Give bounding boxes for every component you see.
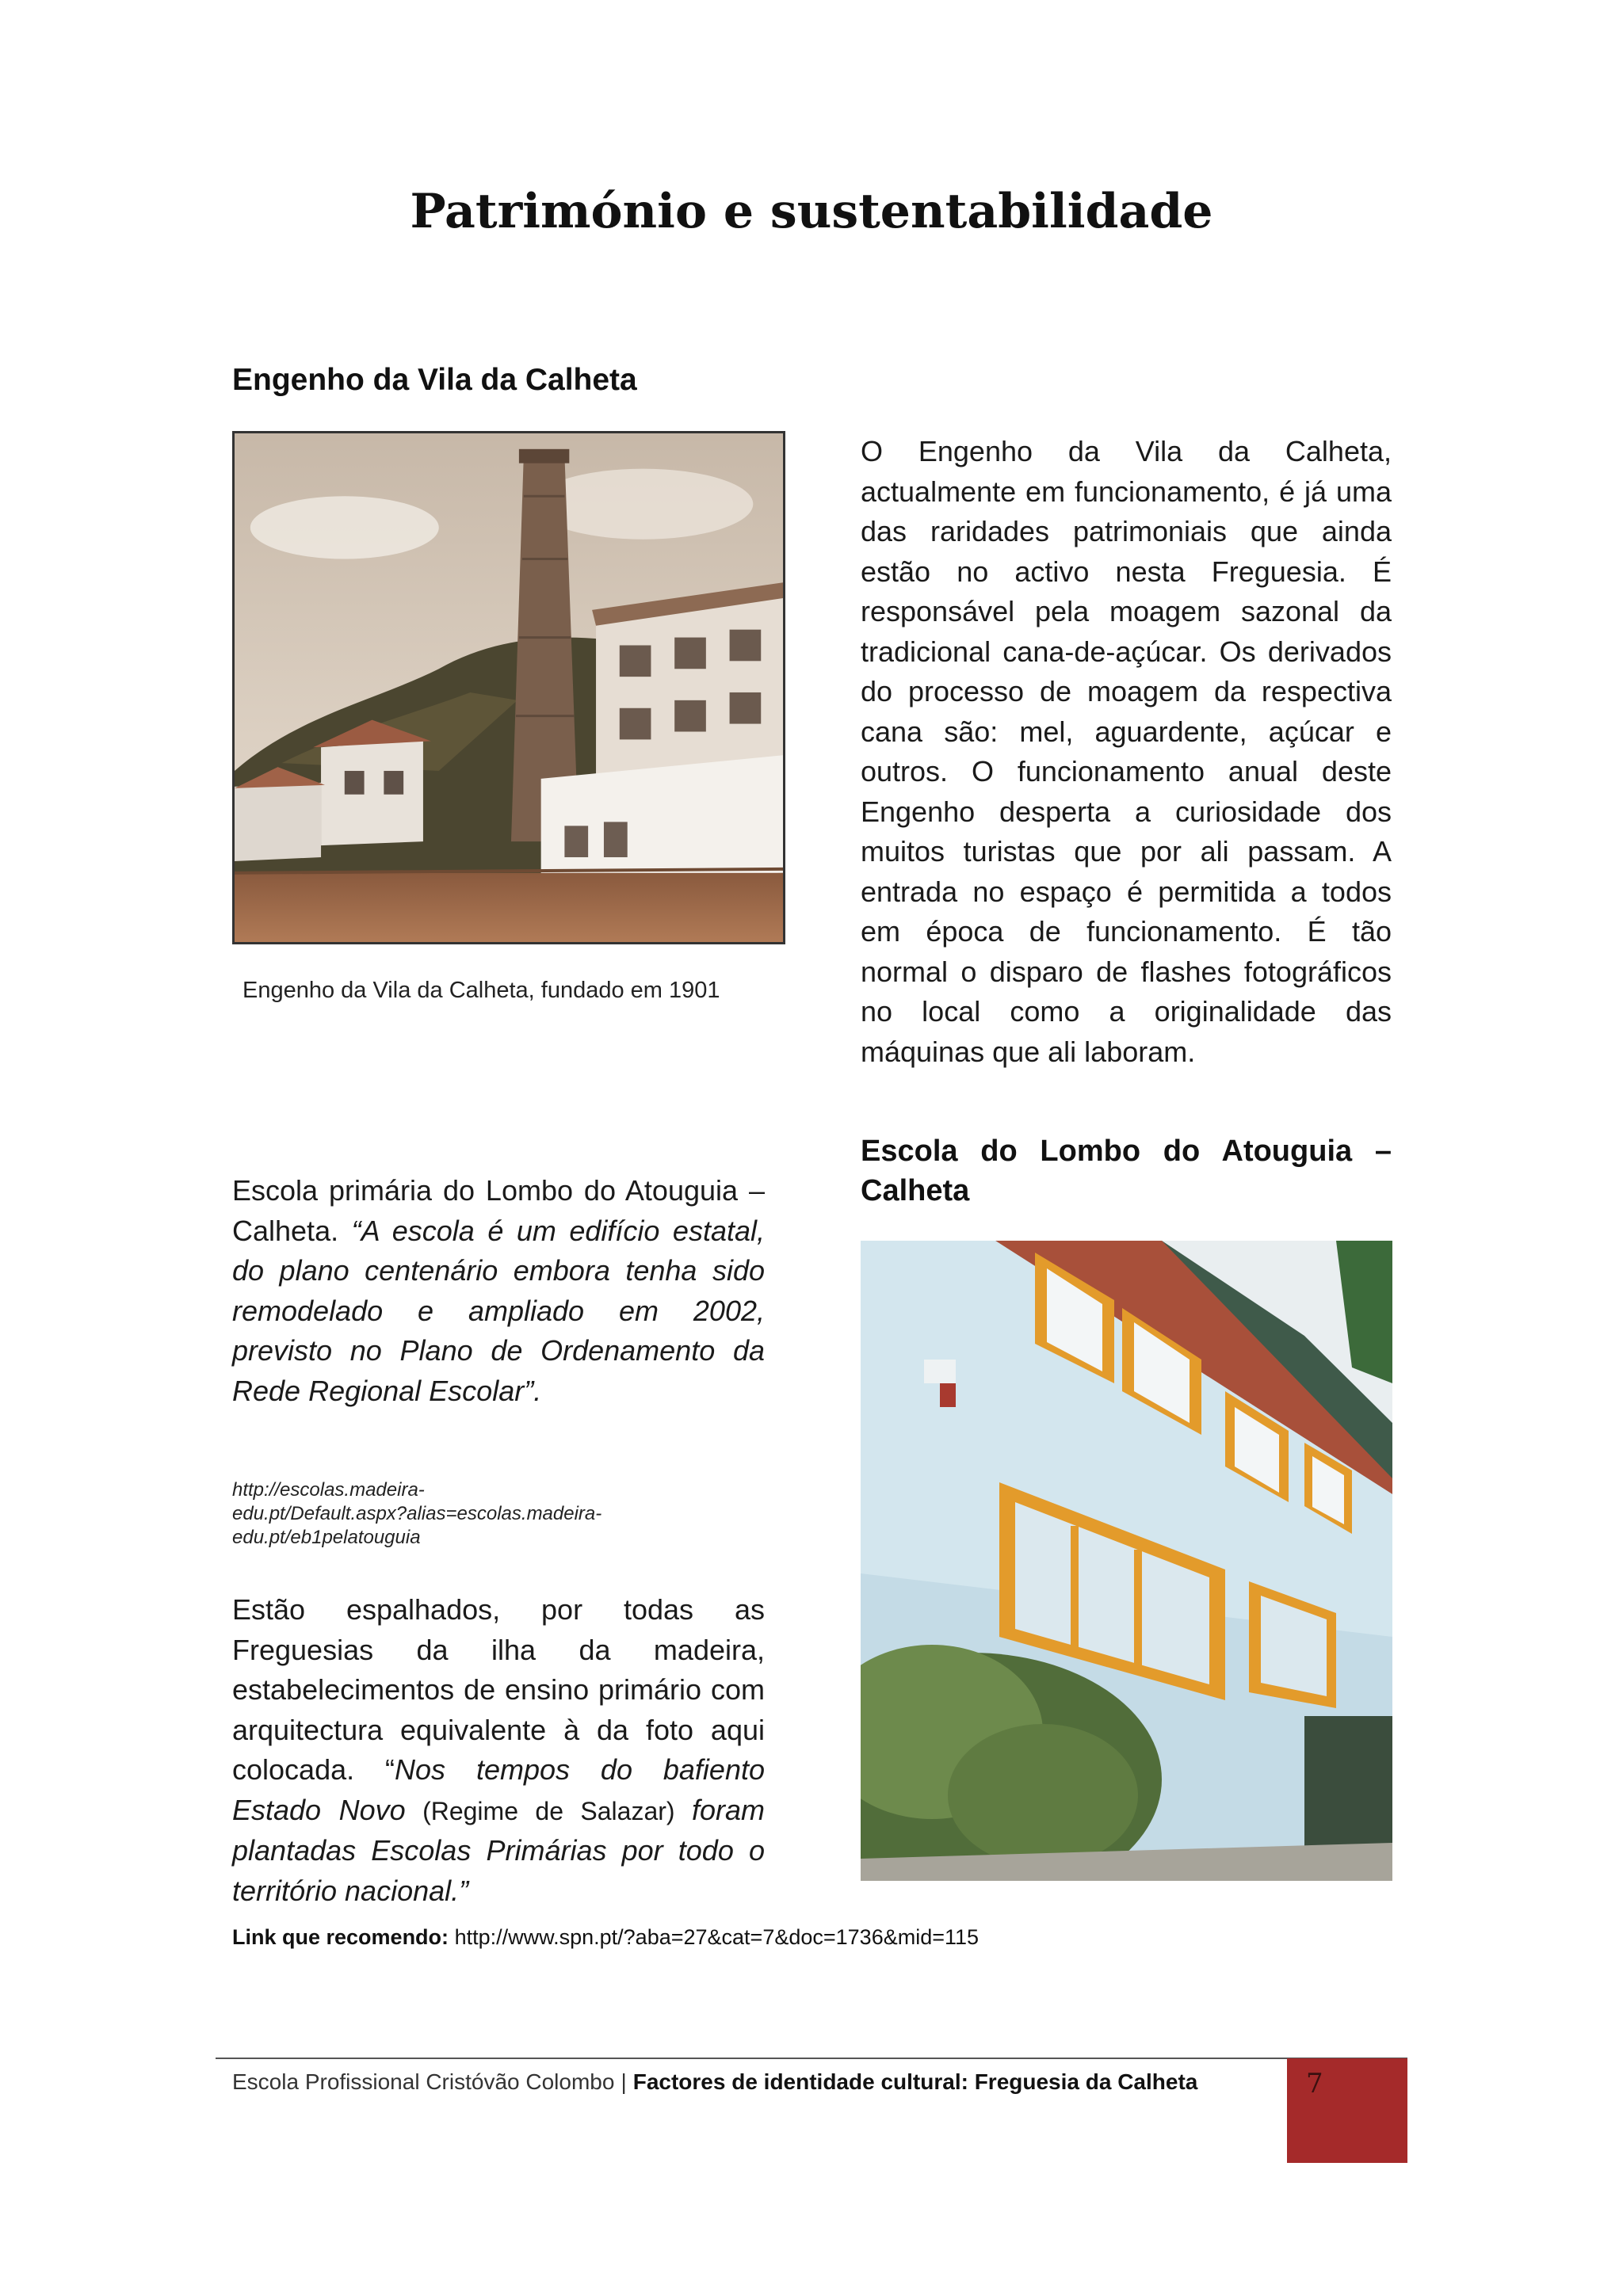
engenho-photo-caption: Engenho da Vila da Calheta, fundado em 1901	[242, 978, 720, 1003]
recommended-link-url[interactable]: http://www.spn.pt/?aba=27&cat=7&doc=1736&mid=115	[454, 1925, 980, 1949]
escola-url-line[interactable]: edu.pt/eb1pelatouguia	[232, 1527, 421, 1548]
escola-intro-quote: “A escola é um edifício estatal, do plano centenário embora tenha sido remodelado e ampliado em 2002, previsto no Plano de Ordenamento da Rede Regional Escolar”.	[232, 1214, 765, 1407]
section-heading-escola: Escola do Lombo do Atouguia – Calheta	[861, 1135, 1392, 1207]
engenho-photo	[232, 431, 785, 944]
page-number: 7	[1306, 2068, 1323, 2100]
escolas-paragraph-parenthetical: (Regime de Salazar)	[405, 1796, 692, 1825]
engenho-paragraph-text: O Engenho da Vila da Calheta, actualmente em funcionamento, é já uma das raridades patrimoniais que ainda estão no activo nesta Freguesia. É responsável pela moagem sazonal da tradicional cana-de-açúcar. Os derivados do processo de moagem da respectiva cana são: mel, aguardente, açúcar e outros. O funcionamento anual deste Engenho desperta a curiosidade dos muitos turistas que por ali passam. A entrada no espaço é permitida a todos em época de funcionamento. É tão normal o disparo de flashes fotográficos no local como a originalidade das máquinas que ali laboram.	[861, 435, 1392, 1068]
section-heading-engenho: Engenho da Vila da Calheta	[232, 363, 637, 397]
escolas-paragraph-italic: foram plantadas Escolas Primárias por todo o território nacional.”	[232, 1793, 766, 1907]
recommended-link-label: Link que recomendo:	[232, 1925, 449, 1949]
escolas-paragraph-text: Estão espalhados, por todas as Freguesias da ilha da madeira, estabelecimentos de ensino primário com arquitectura equivalente à da foto aqui colocada. “	[232, 1593, 765, 1786]
escola-intro-text: Escola primária do Lombo do Atouguia – Calheta.	[232, 1174, 765, 1247]
footer	[232, 2069, 1197, 2095]
footer-subject: Factores de identidade cultural: Freguesia da Calheta	[632, 2069, 1198, 2094]
escola-url[interactable]	[232, 1478, 787, 1550]
footer-separator: |	[621, 2069, 627, 2094]
escola-url-line[interactable]: edu.pt/Default.aspx?alias=escolas.madeira-	[232, 1503, 602, 1524]
escolas-paragraph-italic: Nos tempos do bafiento Estado Novo	[232, 1753, 765, 1826]
footer-divider	[216, 2058, 1407, 2059]
engenho-paragraph	[861, 432, 1392, 1072]
page-number-box	[1287, 2058, 1407, 2163]
escola-intro-paragraph	[232, 1171, 765, 1411]
escola-url-line[interactable]: http://escolas.madeira-	[232, 1479, 425, 1501]
recommended-link	[232, 1925, 979, 1950]
footer-school: Escola Profissional Cristóvão Colombo	[232, 2069, 615, 2094]
escolas-paragraph	[232, 1590, 765, 1911]
escola-photo	[861, 1241, 1392, 1881]
page-title: Património e sustentabilidade	[410, 184, 1213, 239]
